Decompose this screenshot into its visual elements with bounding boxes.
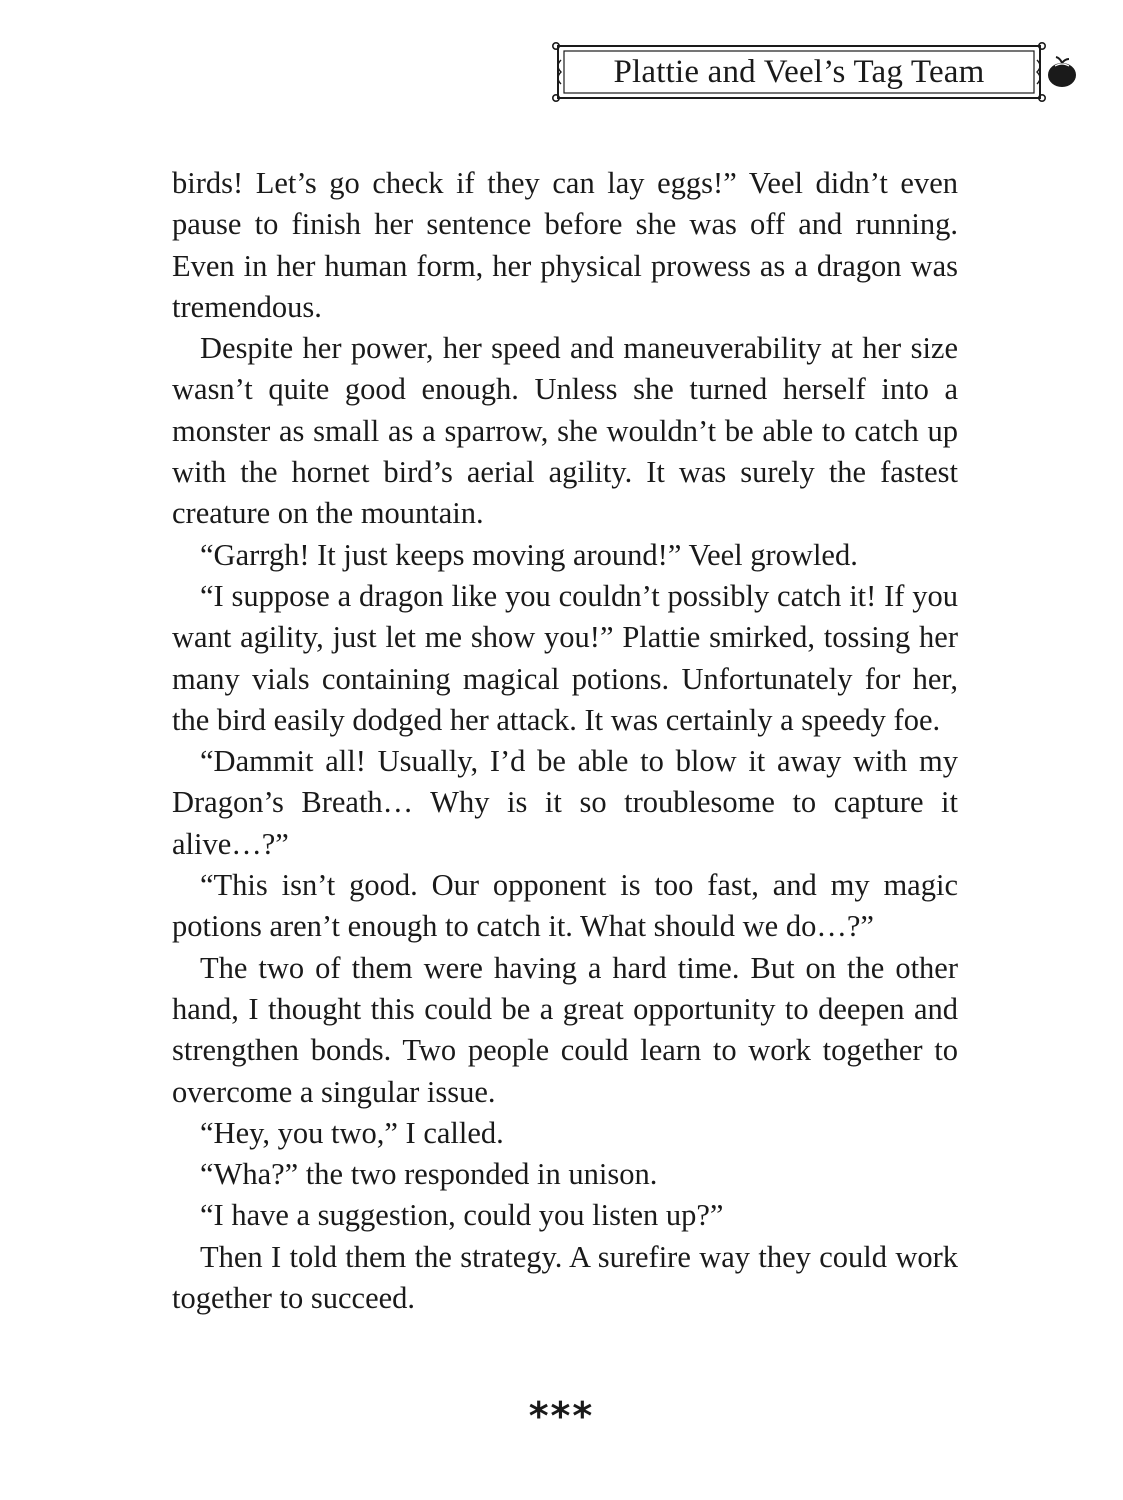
body-text	[172, 163, 958, 1319]
paragraph: Despite her power, her speed and maneuverability at her size wasn’t quite good enough. Unless she turned herself into a monster as small as a sparrow, she wouldn’t be able to catch up with the hornet bird’s aerial agility. It was surely the fastest creature on the mountain.	[172, 331, 958, 531]
paragraph: “I have a suggestion, could you listen up?”	[200, 1198, 724, 1233]
paragraph: “Wha?” the two responded in unison.	[200, 1157, 658, 1192]
paragraph: “This isn’t good. Our opponent is too fast, and my magic potions aren’t enough to catch it. What should we do…?”	[172, 868, 958, 944]
chapter-header	[551, 42, 1047, 102]
tomato-icon	[1046, 54, 1078, 90]
paragraph: “Hey, you two,” I called.	[200, 1115, 504, 1150]
paragraph: “Garrgh! It just keeps moving around!” Veel growled.	[200, 537, 858, 572]
paragraph: Then I told them the strategy. A surefire way they could work together to succeed.	[172, 1239, 958, 1316]
paragraph: The two of them were having a hard time. But on the other hand, I thought this could be a great opportunity to deepen and strengthen bonds. Two people could learn to work together to overcome a singular issue.	[172, 950, 958, 1109]
paragraph: birds! Let’s go check if they can lay eggs!” Veel didn’t even pause to finish her sentence before she was off and running. Even in her human form, her physical prowess as a dragon was tremendous.	[172, 166, 958, 324]
scene-break: ***	[528, 1394, 595, 1438]
chapter-title: Plattie and Veel’s Tag Team	[613, 54, 985, 90]
paragraph: “Dammit all! Usually, I’d be able to blow it away with my Dragon’s Breath… Why is it so troublesome to capture it alive…?”	[172, 744, 958, 861]
paragraph: “I suppose a dragon like you couldn’t possibly catch it! If you want agility, just let me show you!” Plattie smirked, tossing her many vials containing magical potions. Unfortunately for her, the bird easily dodged her attack. It was certainly a speedy foe.	[172, 578, 958, 737]
